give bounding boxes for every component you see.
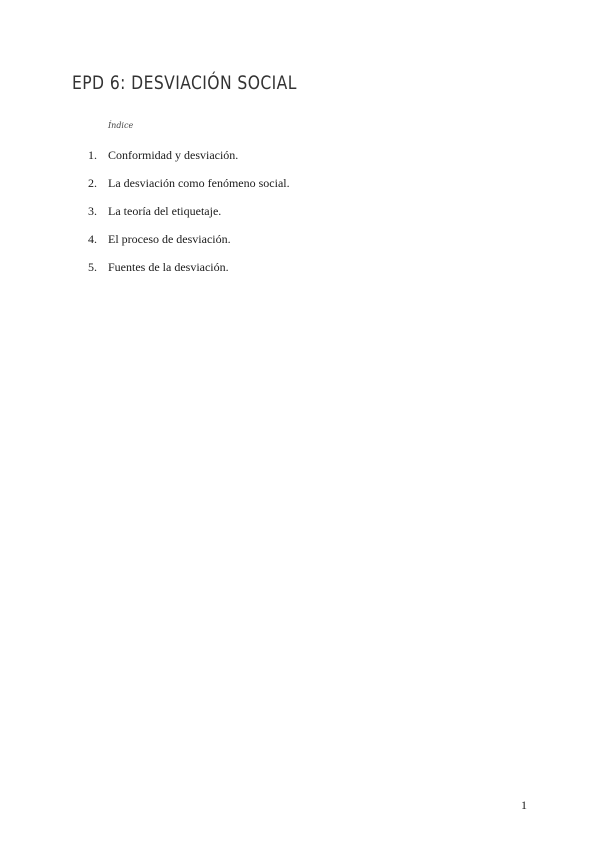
toc-item: [88, 176, 290, 204]
toc-item: [88, 204, 290, 232]
toc-item-number: 1.: [88, 148, 97, 162]
toc-item-number: 2.: [88, 176, 97, 190]
toc-item-number: 3.: [88, 204, 97, 218]
page-title: EPD 6: DESVIACIÓN SOCIAL: [72, 72, 297, 94]
toc-item: [88, 232, 290, 260]
toc-item-text: La desviación como fenómeno social.: [108, 176, 290, 190]
toc-item-text: Fuentes de la desviación.: [108, 260, 229, 274]
toc-item-number: 4.: [88, 232, 97, 246]
toc-item-text: Conformidad y desviación.: [108, 148, 239, 162]
toc-item: [88, 260, 290, 288]
index-heading: Índice: [108, 121, 134, 130]
table-of-contents: [88, 148, 290, 288]
toc-item-text: La teoría del etiquetaje.: [108, 204, 222, 218]
page-number: 1: [521, 798, 527, 812]
toc-item-text: El proceso de desviación.: [108, 232, 231, 246]
toc-item-number: 5.: [88, 260, 97, 274]
toc-item: [88, 148, 290, 176]
